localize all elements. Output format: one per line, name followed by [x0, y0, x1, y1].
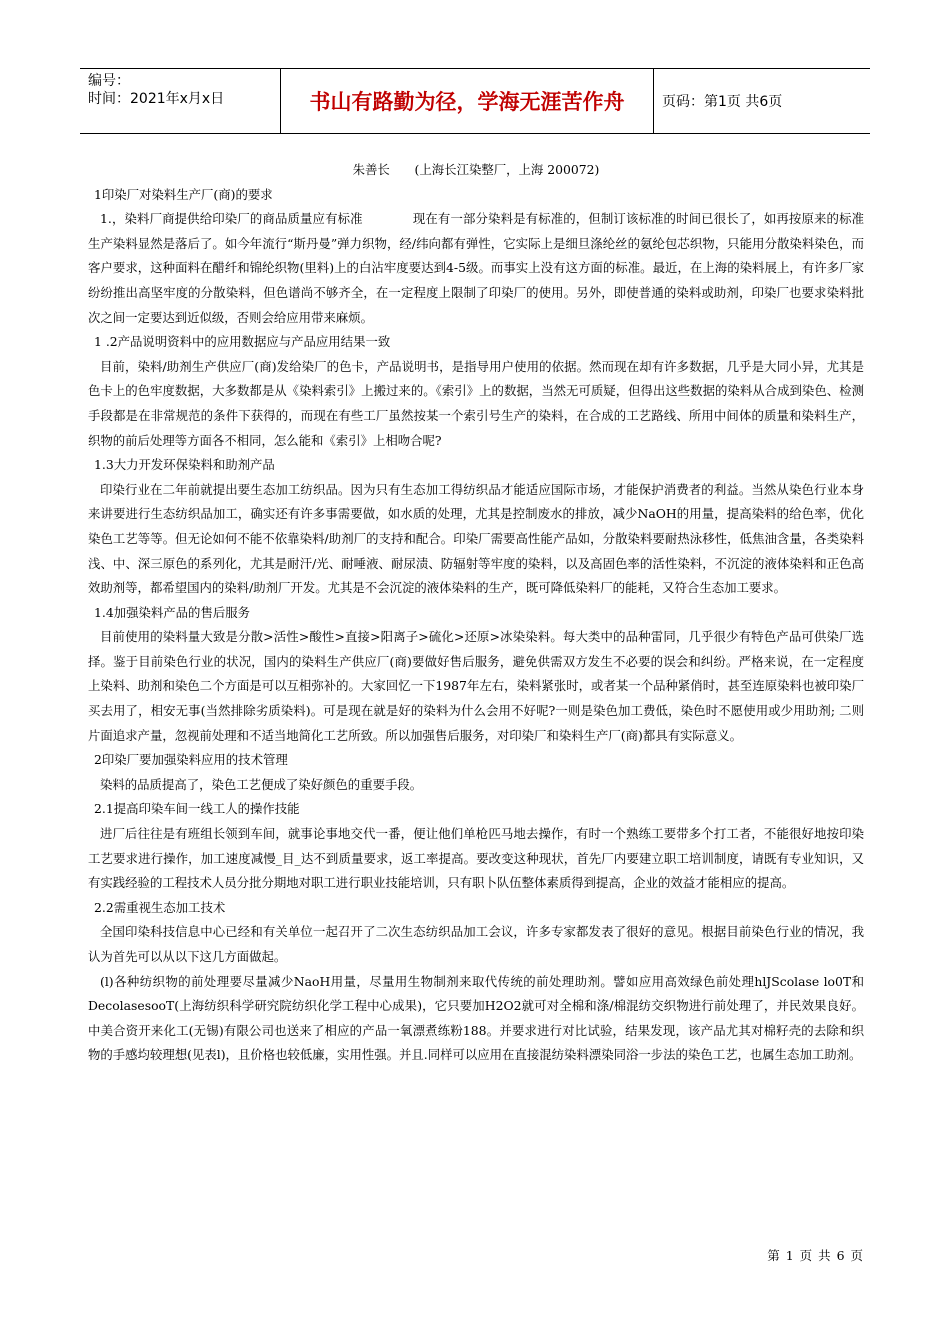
header-motto: 书山有路勤为径，学海无涯苦作舟	[280, 69, 654, 133]
body-paragraph: 染料的品质提高了，染色工艺便成了染好颜色的重要手段。	[100, 776, 423, 792]
body-paragraph: 进厂后往往是有班组长领到车间，就事论事地交代一番，便让他们单枪匹马地去操作，有时一个熟练工要带多个打工者，不能很好地按印染工艺要求进行操作，加工速度减慢_目_达不到质量要求，返工率提高。要改变这种现状，首先厂内要建立职工培训制度，请既有专业知识，又有实践经验的工程技术人员分批分期地对职工进行职业技能培训，只有职卜队伍整体素质得到提高，企业的效益才能相应的提高。	[88, 826, 864, 891]
document-number: 编号：	[88, 73, 130, 89]
section-heading: 1.4加强染料产品的售后服务	[94, 604, 251, 620]
body-paragraph: 印染行业在二年前就提出要生态加工纺织品。因为只有生态加工得纺织品才能适应国际市场，才能保护消费者的利益。当然从染色行业本身来讲要进行生态纺织品加工，确实还有许多事需要做，如水质的处理，尤其是控制废水的排放，减少NaOH的用量，提高染料的给色率，优化染色工艺等等。但无论如何不能不依靠染料/助剂厂的支持和配合。印染厂需要高性能产品如，分散染料要耐热泳移性，低焦油含量，各类染料浅、中、深三原色的系列化，尤其是耐汗/光、耐唾液、耐尿渍、防辐射等牢度的染料，以及高固色率的活性染料，不沉淀的液体染料和正色高效助剂等，都希望国内的染料/助剂厂开发。尤其是不会沉淀的液体染料的生产，既可降低染料厂的能耗，又符合生态加工要求。	[88, 481, 864, 596]
article-body	[88, 158, 864, 1068]
header-meta	[80, 69, 280, 133]
section-heading: 2.1提高印染车间一线工人的操作技能	[94, 801, 300, 817]
body-paragraph: 全国印染科技信息中心已经和有关单位一起召开了二次生态纺织品加工会议，许多专家都发表了很好的意见。根据目前染色行业的情况，我认为首先可以从以下这几方面做起。	[88, 924, 864, 964]
paragraph-list	[88, 183, 864, 1068]
body-paragraph: 目前，染料/助剂生产供应厂(商)发给染厂的色卡，产品说明书，是指导用户使用的依据。然而现在却有许多数据，几乎是大同小异，尤其是色卡上的色牢度数据，大多数都是从《染料索引》上搬过来的。《索引》上的数据，当然无可质疑，但得出这些数据的染料从合成到染色、检测手段都是在非常规范的条件下获得的，而现在有些工厂虽然按某一个索引号生产的染料，在合成的工艺路线、所用中间体的质量和染料生产，织物的前后处理等方面各不相同，怎么能和《索引》上相吻合呢?	[88, 358, 864, 448]
section-heading: 1印染厂对染料生产厂(商)的要求	[94, 186, 273, 202]
page-footer: 第 1 页 共 6 页	[767, 1248, 864, 1263]
header-page-number: 页码：第1页 共6页	[662, 94, 783, 110]
author-byline: 朱善长 (上海长江染整厂，上海 200072)	[352, 162, 600, 177]
section-heading: 1.3大力开发环保染料和助剂产品	[94, 457, 275, 473]
section-heading: 2印染厂要加强染料应用的技术管理	[94, 752, 288, 768]
body-paragraph: 目前使用的染料量大致是分散>活性>酸性>直接>阳离子>硫化>还原>冰染染料。每大类中的品种雷同，几乎很少有特色产品可供染厂选择。鉴于目前染色行业的状况，国内的染料生产供应厂(商)要做好售后服务，避免供需双方发生不必要的误会和纠纷。严格来说，在一定程度上染料、助剂和染色二个方面是可以互相弥补的。大家回忆一下1987年左右，染料紧张时，或者某一个品种紧俏时，甚至连原染料也被印染厂买去用了，相安无事(当然排除劣质染料)。可是现在就是好的染料为什么会用不好呢?一则是染色加工费低，染色时不愿使用或少用助剂; 二则片面追求产量，忽视前处理和不适当地简化工艺所致。所以加强售后服务，对印染厂和染料生产厂(商)都具有实际意义。	[88, 629, 864, 743]
document-date: 时间：2021年x月x日	[88, 91, 225, 107]
section-heading: 1 .2产品说明资料中的应用数据应与产品应用结果一致	[94, 334, 391, 350]
page-header	[80, 68, 870, 134]
section-heading: 2.2需重视生态加工技术	[94, 899, 226, 915]
body-paragraph: (l)各种纺织物的前处理要尽量减少NaoH用量，尽量用生物制剂来取代传统的前处理助剂。譬如应用高效绿色前处理hlJScolase lo0T和DecolasesooT(上海纺织科学研究院纺织化学工程中心成果)，它只要加H2O2就可对全棉和涤/棉混纺交织物进行前处理了，并民效果良好。中美合资开来化工(无锡)有限公司也送来了相应的产品一氧漂煮练粉188。并要求进行对比试验，结果发现，该产品尤其对棉籽壳的去除和织物的手感均较理想(见表l)，且价格也较低廉，实用性强。并且.同样可以应用在直接混纺染料漂染同浴一步法的染色工艺，也属生态加工助剂。	[88, 973, 864, 1063]
body-paragraph: 1.，染料厂商提供给印染厂的商品质量应有标准 现在有一部分染料是有标准的，但制订该标准的时间已很长了，如再按原来的标准生产染料显然是落后了。如今年流行“斯丹曼”弹力织物，经/纬向都有弹性，它实际上是细旦涤纶丝的氨纶包芯织物，只能用分散染料染色，而客户要求，这种面料在醋纤和锦纶织物(里料)上的白沾牢度要达到4-5级。而事实上没有这方面的标准。最近，在上海的染料展上，有许多厂家纷纷推出高坚牢度的分散染料，但色谱尚不够齐全，在一定程度上限制了印染厂的使用。另外，即使普通的染料或助剂，印染厂也要求染料批次之间一定要达到近似级，否则会给应用带来麻烦。	[88, 211, 864, 325]
